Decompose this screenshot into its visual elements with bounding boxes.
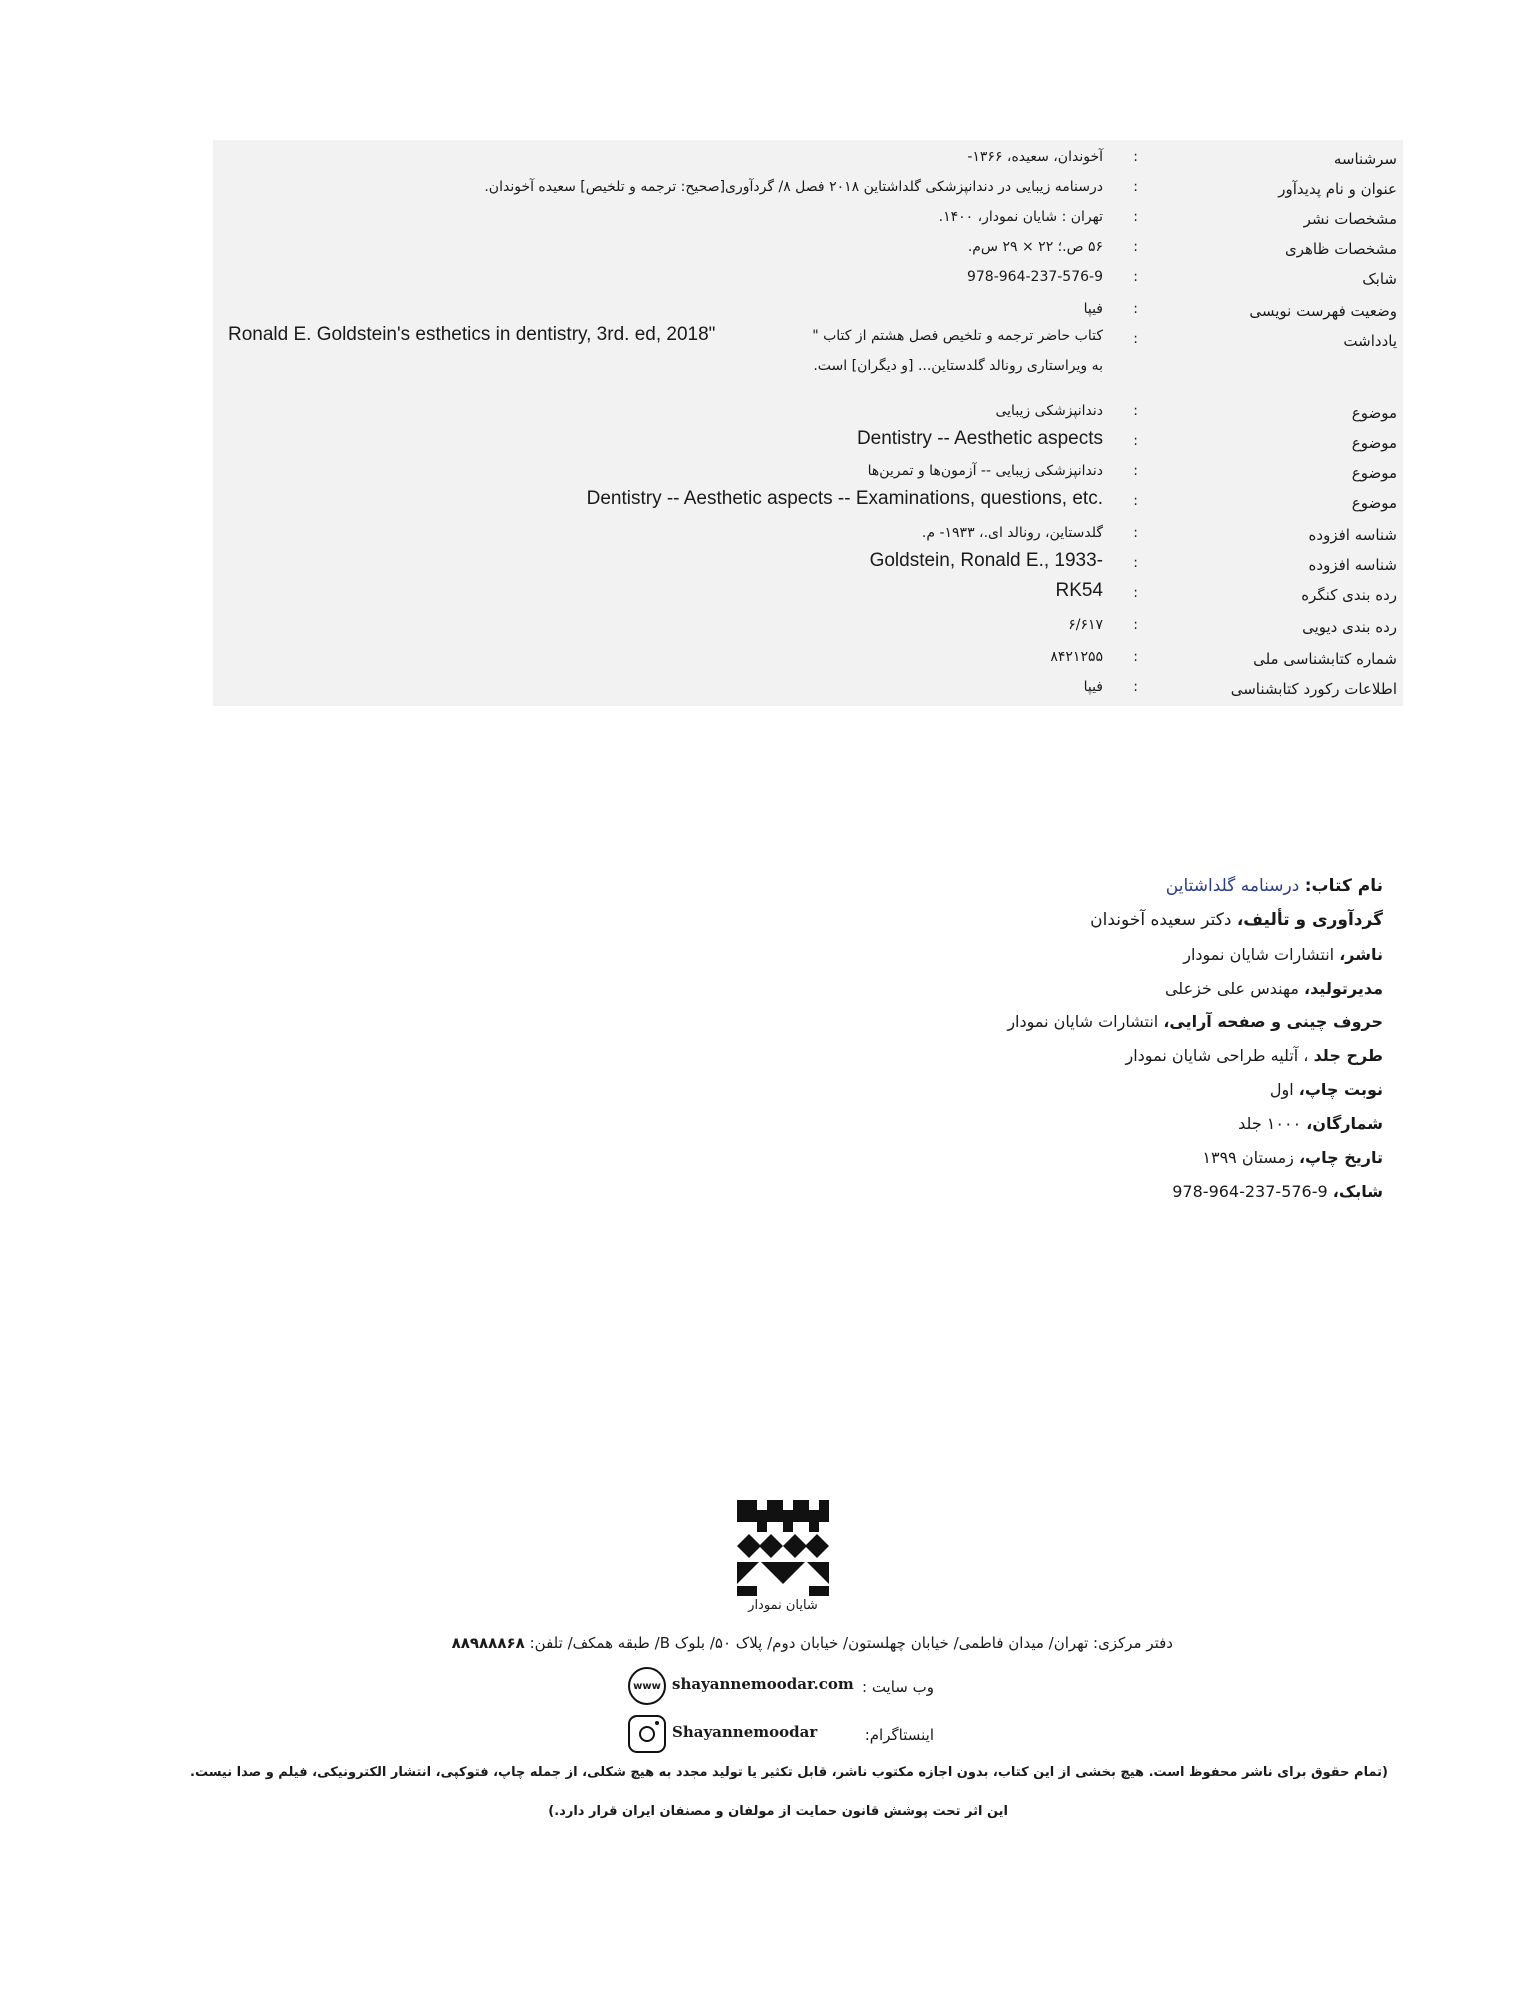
catalog-label: موضوع bbox=[1351, 404, 1397, 422]
catalog-row bbox=[213, 204, 1403, 230]
cover-name: ، آتلیه طراحی شایان نمودار bbox=[1125, 1046, 1309, 1065]
website-label: وب سایت : bbox=[862, 1678, 934, 1696]
catalog-colon: : bbox=[1133, 493, 1138, 509]
catalog-note-line1 bbox=[812, 328, 1103, 344]
catalog-row bbox=[213, 398, 1403, 424]
catalog-value: ۵۶ ص.؛ ۲۲ × ۲۹ س‌م. bbox=[967, 239, 1103, 255]
catalog-label: شماره کتابشناسی ملی bbox=[1253, 650, 1397, 668]
catalog-colon: : bbox=[1133, 679, 1138, 695]
note-persian-prefix: کتاب حاضر ترجمه و تلخیص فصل هشتم از کتاب " bbox=[812, 328, 1103, 344]
catalog-label: عنوان و نام پدیدآور bbox=[1278, 180, 1397, 198]
catalog-value: گلدستاین، رونالد ای.، ۱۹۳۳- م. bbox=[921, 525, 1103, 541]
catalog-value: دندانپزشکی زیبایی -- آزمون‌ها و تمرین‌ها bbox=[867, 463, 1103, 479]
address-text: تهران/ میدان فاطمی/ خیابان چهلستون/ خیابان دوم/ پلاک ۵۰/ بلوک B/ طبقه همکف/ تلفن: bbox=[529, 1634, 1089, 1652]
globe-www-icon bbox=[628, 1667, 666, 1705]
author-label: گردآوری و تألیف، bbox=[1236, 910, 1383, 930]
production-name: مهندس علی خزعلی bbox=[1164, 979, 1299, 998]
catalog-label: سرشناسه bbox=[1333, 150, 1397, 168]
colophon-typesetting bbox=[1007, 1012, 1383, 1031]
catalog-colon: : bbox=[1133, 649, 1138, 665]
catalog-value: ۸۴۲۱۲۵۵ bbox=[1050, 649, 1103, 665]
book-name: درسنامه گلداشتاین bbox=[1165, 876, 1300, 896]
print-date-label: تاریخ چاپ، bbox=[1298, 1148, 1383, 1167]
catalog-label: مشخصات ظاهری bbox=[1284, 240, 1397, 258]
copyright-line-2: این اثر تحت پوشش قانون حمایت از مولفان و مصنفان ایران قرار دارد.) bbox=[548, 1804, 1008, 1819]
book-name-label: نام کتاب: bbox=[1304, 876, 1383, 896]
catalog-row bbox=[213, 520, 1403, 546]
catalog-label: اطلاعات رکورد کتابشناسی bbox=[1230, 680, 1397, 698]
catalog-colon: : bbox=[1133, 149, 1138, 165]
typesetting-name: انتشارات شایان نمودار bbox=[1007, 1012, 1159, 1031]
catalog-colon: : bbox=[1133, 617, 1138, 633]
catalog-value: فیپا bbox=[1083, 301, 1103, 317]
note-english-text: Ronald E. Goldstein's esthetics in dentistry, 3rd. ed, 2018 bbox=[228, 324, 709, 345]
catalog-row bbox=[213, 488, 1403, 514]
colophon-print-date bbox=[1202, 1148, 1383, 1167]
catalog-row bbox=[213, 580, 1403, 606]
colophon-publisher bbox=[1183, 945, 1383, 964]
catalog-label: موضوع bbox=[1351, 494, 1397, 512]
instagram-label: اینستاگرام: bbox=[864, 1726, 934, 1744]
catalog-colon: : bbox=[1133, 179, 1138, 195]
catalog-colon: : bbox=[1133, 585, 1138, 601]
catalog-colon: : bbox=[1133, 239, 1138, 255]
colophon-production bbox=[1165, 979, 1383, 998]
phone-number: ۸۸۹۸۸۸۶۸ bbox=[451, 1634, 525, 1652]
catalog-colon: : bbox=[1133, 433, 1138, 449]
logo-caption: شایان نمودار bbox=[748, 1598, 818, 1613]
isbn-label: شابک، bbox=[1332, 1182, 1383, 1201]
publisher-name: انتشارات شایان نمودار bbox=[1183, 945, 1335, 964]
catalog-value: دندانپزشکی زیبایی bbox=[995, 403, 1103, 419]
catalog-label: مشخصات نشر bbox=[1303, 210, 1397, 228]
website-link[interactable]: shayannemoodar.com bbox=[672, 1675, 854, 1693]
catalog-row-note bbox=[213, 326, 1403, 386]
circulation-label: شمارگان، bbox=[1306, 1114, 1383, 1133]
cover-label: طرح جلد bbox=[1313, 1046, 1383, 1065]
note-english-quote: " bbox=[708, 324, 716, 345]
catalog-row bbox=[213, 550, 1403, 576]
colophon-author bbox=[1090, 910, 1383, 930]
catalog-row bbox=[213, 264, 1403, 290]
catalog-colon: : bbox=[1133, 331, 1138, 347]
catalog-label: رده بندی دیویی bbox=[1302, 618, 1397, 636]
catalog-label: رده بندی کنگره bbox=[1301, 586, 1397, 604]
catalog-value: 978-964-237-576-9 bbox=[966, 269, 1103, 285]
production-label: مدیرتولید، bbox=[1303, 979, 1383, 998]
catalog-row bbox=[213, 234, 1403, 260]
colophon-cover bbox=[1126, 1046, 1384, 1065]
catalog-row bbox=[213, 296, 1403, 322]
catalog-value: Dentistry -- Aesthetic aspects bbox=[856, 428, 1103, 449]
note-english-title bbox=[228, 324, 715, 346]
catalog-colon: : bbox=[1133, 463, 1138, 479]
catalog-note-line2: به ویراستاری رونالد گلدستاین... [و دیگران] است. bbox=[813, 358, 1103, 374]
catalog-colon: : bbox=[1133, 209, 1138, 225]
address-label: دفتر مرکزی: bbox=[1093, 1634, 1173, 1652]
instagram-handle[interactable]: Shayannemoodar bbox=[672, 1723, 818, 1741]
copyright-line-1: (تمام حقوق برای ناشر محفوظ است. هیچ بخشی از این کتاب، بدون اجازه مکتوب ناشر، قابل تکثیر یا تولید مجدد به هیچ شکلی، از جمله چاپ، فتوکپی، انتشار الکترونیکی، فیلم و صدا نیست. bbox=[190, 1765, 1388, 1780]
catalog-colon: : bbox=[1133, 269, 1138, 285]
circulation-value: ۱۰۰۰ جلد bbox=[1238, 1114, 1302, 1133]
author-name: دکتر سعیده آخوندان bbox=[1090, 910, 1232, 930]
catalog-colon: : bbox=[1133, 525, 1138, 541]
catalog-label: یادداشت bbox=[1343, 332, 1397, 350]
print-date-value: زمستان ۱۳۹۹ bbox=[1202, 1148, 1294, 1167]
catalog-value: درسنامه زیبایی در دندانپزشکی گلداشتاین ۲۰۱۸ فصل ۸/ گردآوری[صحیح: ترجمه و تلخیص] سعیده آخوندان. bbox=[484, 179, 1103, 195]
catalog-colon: : bbox=[1133, 555, 1138, 571]
catalog-row bbox=[213, 644, 1403, 670]
colophon-book-name bbox=[1166, 876, 1383, 896]
edition-label: نوبت چاپ، bbox=[1298, 1080, 1383, 1099]
catalog-value: ۶/۶۱۷ bbox=[1068, 617, 1103, 633]
catalog-value: RK54 bbox=[1055, 580, 1103, 601]
catalog-label: موضوع bbox=[1351, 464, 1397, 482]
colophon-isbn bbox=[1172, 1182, 1383, 1201]
catalog-value: فیپا bbox=[1083, 679, 1103, 695]
catalog-row bbox=[213, 144, 1403, 170]
catalog-label: شابک bbox=[1362, 270, 1397, 288]
catalog-label: موضوع bbox=[1351, 434, 1397, 452]
catalog-row bbox=[213, 612, 1403, 638]
colophon-edition bbox=[1270, 1080, 1383, 1099]
colophon-circulation bbox=[1238, 1114, 1383, 1133]
catalog-label: شناسه افزوده bbox=[1308, 526, 1397, 544]
catalog-colon: : bbox=[1133, 301, 1138, 317]
catalog-row bbox=[213, 458, 1403, 484]
publisher-label: ناشر، bbox=[1339, 945, 1383, 964]
edition-value: اول bbox=[1269, 1080, 1294, 1099]
catalog-value: آخوندان، سعیده، ۱۳۶۶- bbox=[967, 149, 1103, 165]
isbn-value: 978-964-237-576-9 bbox=[1172, 1182, 1328, 1201]
catalog-colon: : bbox=[1133, 403, 1138, 419]
catalog-value: تهران : شایان نمودار، ۱۴۰۰. bbox=[938, 209, 1103, 225]
cataloging-in-publication-box bbox=[213, 140, 1403, 706]
typesetting-label: حروف چینی و صفحه آرایی، bbox=[1163, 1012, 1383, 1031]
catalog-row bbox=[213, 428, 1403, 454]
catalog-row bbox=[213, 174, 1403, 200]
catalog-label: شناسه افزوده bbox=[1308, 556, 1397, 574]
publisher-logo bbox=[737, 1500, 829, 1596]
catalog-value: Goldstein, Ronald E., 1933- bbox=[869, 550, 1103, 571]
www-icon-text: www bbox=[633, 1680, 661, 1692]
instagram-icon bbox=[628, 1715, 666, 1753]
address-line bbox=[452, 1634, 1173, 1652]
catalog-row bbox=[213, 674, 1403, 700]
catalog-value: Dentistry -- Aesthetic aspects -- Examinations, questions, etc. bbox=[586, 488, 1103, 509]
catalog-label: وضعیت فهرست نویسی bbox=[1249, 302, 1397, 320]
